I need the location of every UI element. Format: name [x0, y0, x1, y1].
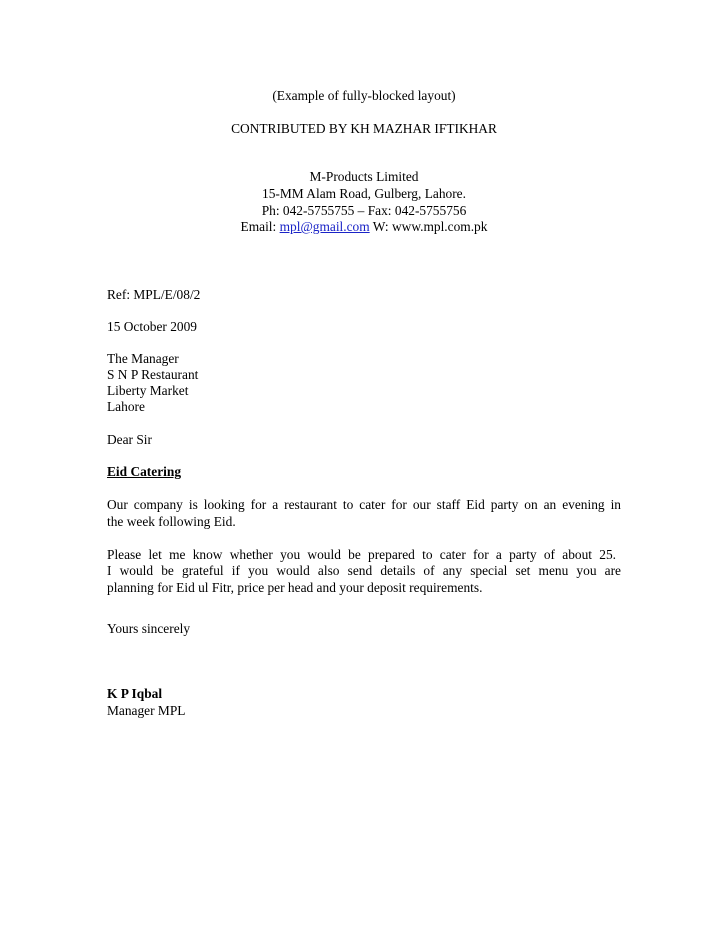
- company-phone-fax: Ph: 042-5755755 – Fax: 042-5755756: [261, 203, 467, 218]
- body-paragraph-2-line: planning for Eid ul Fitr, price per head and your deposit requirements.: [107, 580, 483, 595]
- recipient-line: The Manager: [107, 351, 179, 366]
- closing: Yours sincerely: [107, 621, 191, 636]
- salutation: Dear Sir: [107, 432, 152, 447]
- contributor-line: CONTRIBUTED BY KH MAZHAR IFTIKHAR: [231, 121, 497, 136]
- body-paragraph-2-line: Please let me know whether you would be prepared to cater for a party of about 25.: [107, 547, 616, 562]
- company-name: M-Products Limited: [309, 169, 419, 184]
- company-contact-line: [0, 219, 728, 235]
- email-label: Email:: [240, 219, 280, 234]
- body-paragraph-1-line: Our company is looking for a restaurant to cater for our staff Eid party on an evening in: [107, 497, 621, 512]
- signatory-name: K P Iqbal: [107, 686, 163, 701]
- recipient-line: Liberty Market: [107, 383, 189, 398]
- recipient-line: Lahore: [107, 399, 145, 414]
- reference: Ref: MPL/E/08/2: [107, 287, 201, 302]
- subject-heading: Eid Catering: [107, 464, 182, 479]
- recipient-line: S N P Restaurant: [107, 367, 199, 382]
- example-note: (Example of fully-blocked layout): [272, 88, 456, 103]
- body-paragraph-2-line: I would be grateful if you would also send details of any special set menu you are: [107, 563, 621, 578]
- body-paragraph-1-line: the week following Eid.: [107, 514, 236, 529]
- signatory-title: Manager MPL: [107, 703, 186, 718]
- company-address: 15-MM Alam Road, Gulberg, Lahore.: [262, 186, 466, 201]
- email-link[interactable]: mpl@gmail.com: [279, 219, 370, 234]
- letter-date: 15 October 2009: [107, 319, 197, 334]
- website-text: W: www.mpl.com.pk: [369, 219, 488, 234]
